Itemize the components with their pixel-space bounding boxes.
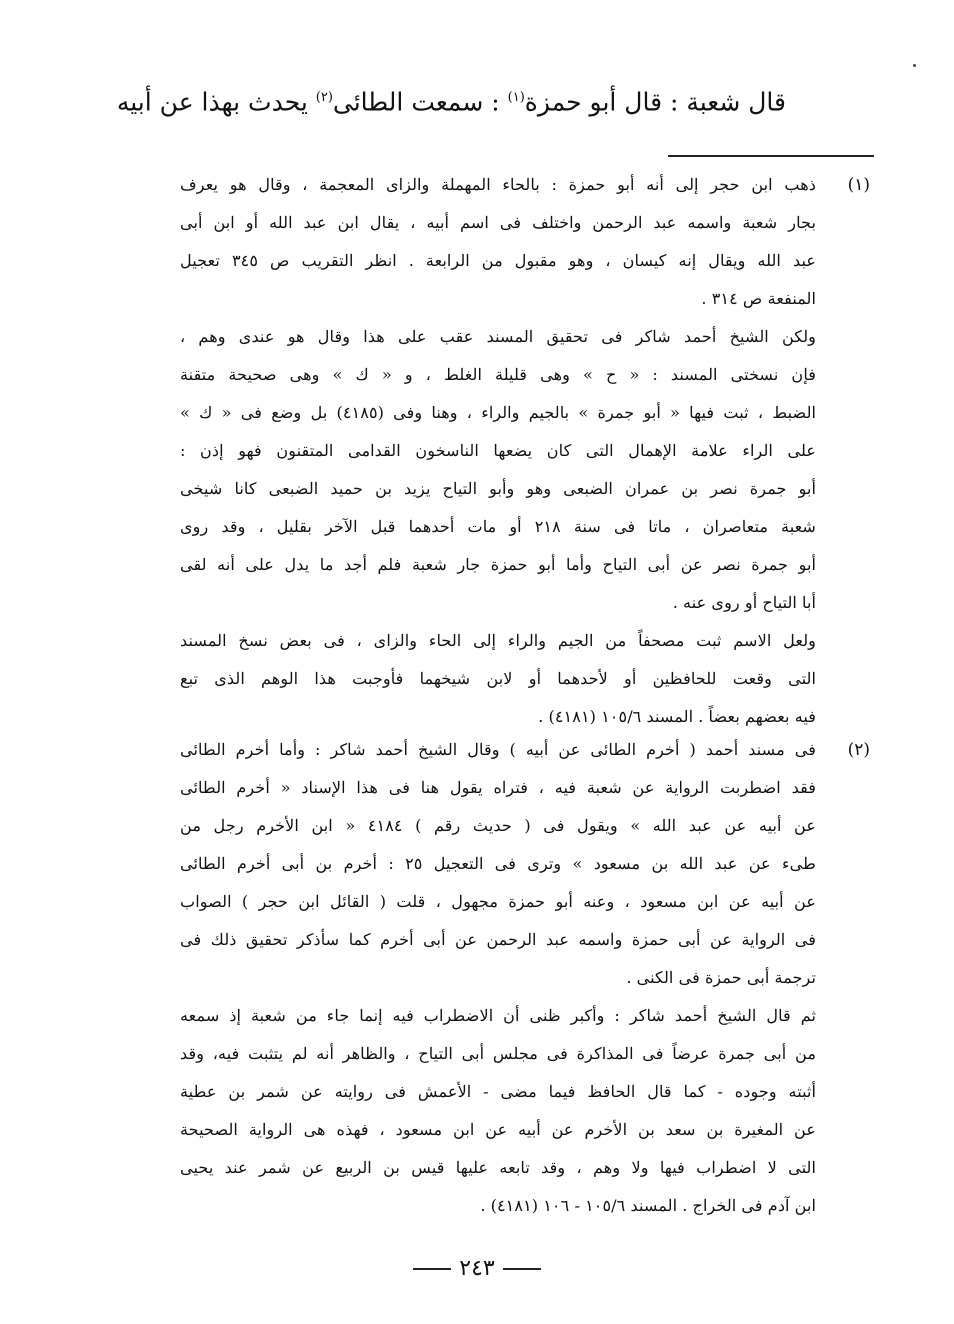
footer-dash-right <box>503 1268 541 1270</box>
footnote-line: المنفعة ص ٣١٤ . <box>701 289 816 308</box>
footnote-1-number: (١) <box>847 175 870 195</box>
footnote-line: أبا التياح أو روى عنه . <box>672 593 816 612</box>
page-footer <box>0 1254 954 1284</box>
footnote-line: بجار شعبة واسمه عبد الرحمن واختلف فى اسم أبيه ، يقال ابن عبد الله أو ابن أبى <box>180 213 816 232</box>
footnote-line: عبد الله ويقال إنه كيسان ، وهو مقبول من الرابعة . انظر التقريب ص ٣٤٥ تعجيل <box>180 251 816 270</box>
footnote-line: ذهب ابن حجر إلى أنه أبو حمزة : بالحاء المهملة والزاى المعجمة ، وقال هو يعرف <box>180 175 816 194</box>
footnote-line: من أبى جمرة عرضاً فى المذاكرة فى مجلس أبى التياح ، والظاهر أنه لم يتثبت فيه، وقد <box>180 1044 816 1063</box>
footer-dash-left <box>413 1268 451 1270</box>
footnote-line: طىء عن عبد الله بن مسعود » وترى فى التعجيل ٢٥ : أخرم بن أبى أخرم الطائى <box>180 854 816 873</box>
footnote-line: الضبط ، ثبت فيها « أبو جمرة » بالجيم والراء ، وهنا وفى (٤١٨٥) بل وضع فى « ك » <box>180 403 816 422</box>
footnote-line: التى لا اضطراب فيها ولا وهم ، وقد تابعه عليها قيس بن الربيع عن شمر عند يحيى <box>180 1158 816 1177</box>
footnote-ref-1[interactable]: (١) <box>507 90 525 105</box>
heading-text-3: يحدث بهذا عن أبيه <box>116 87 316 117</box>
hadith-heading <box>116 78 786 122</box>
footnote-line: أثبته وجوده - كما قال الحافظ فيما مضى - الأعمش فى روايته عن شمر بن عطية <box>180 1082 816 1101</box>
footnote-line: فى مسند أحمد ( أخرم الطائى عن أبيه ) وقال الشيخ أحمد شاكر : وأما أخرم الطائى <box>180 740 816 759</box>
footnote-line: عن أبيه عن عبد الله » ويقول فى ( حديث رقم ) ٤١٨٤ « ابن الأخرم رجل من <box>180 816 816 835</box>
footnote-line: ابن آدم فى الخراج . المسند ١٠٥/٦ - ١٠٦ (٤١٨١) . <box>480 1196 816 1215</box>
footnote-line: فقد اضطربت الرواية عن شعبة فيه ، فتراه يقول هنا فى هذا الإسناد « أخرم الطائى <box>180 778 816 797</box>
footnote-line: فإن نسختى المسند : « ح » وهى قليلة الغلط ، و « ك » وهى صحيحة متقنة <box>180 365 816 384</box>
footnote-line: أبو جمرة نصر عن أبى التياح وأما أبو حمزة جار شعبة فلم أجد ما يدل على أنه لقى <box>180 555 816 574</box>
heading-text-2: : سمعت الطائى <box>332 87 508 117</box>
page-number: ٢٤٣ <box>459 1256 495 1281</box>
footnote-line: عن المغيرة بن سعد بن الأخرم عن أبيه عن ابن مسعود ، فهذه هى الرواية الصحيحة <box>180 1120 816 1139</box>
footnote-line: التى وقعت للحافظين أو لأحدهما أو لابن شيخهما فأوجبت هذا الوهم الذى تبع <box>180 669 816 688</box>
footnote-line: ولكن الشيخ أحمد شاكر فى تحقيق المسند عقب على هذا وقال هو عندى وهم ، <box>180 327 816 346</box>
footnote-line: أبو جمرة نصر بن عمران الضبعى وهو وأبو التياح يزيد بن حميد الضبعى كانا شيخى <box>180 479 816 498</box>
footnote-separator <box>668 155 874 157</box>
scan-speck <box>913 64 916 67</box>
footnote-2-number: (٢) <box>847 740 870 760</box>
footnote-line: فيه بعضهم بعضاً . المسند ١٠٥/٦ (٤١٨١) . <box>538 707 816 726</box>
footnote-line: على الراء علامة الإهمال التى كان يضعها الناسخون القدامى المتقنون فهو إذن : <box>180 441 816 460</box>
footnote-ref-2[interactable]: (٢) <box>315 90 333 105</box>
footnote-line: ثم قال الشيخ أحمد شاكر : وأكبر ظنى أن الاضطراب فيه إنما جاء من شعبة إذ سمعه <box>180 1006 816 1025</box>
footnote-line: ولعل الاسم ثبت مصحفاً من الجيم والراء إلى الحاء والزاى ، فى بعض نسخ المسند <box>180 631 816 650</box>
footnote-line: عن أبيه عن ابن مسعود ، وعنه أبو حمزة مجهول ، قلت ( القائل ابن حجر ) الصواب <box>180 892 816 911</box>
heading-text-1: قال شعبة : قال أبو حمزة <box>524 87 786 117</box>
footnote-line: شعبة متعاصران ، ماتا فى سنة ٢١٨ أو مات أحدهما قبل الآخر بقليل ، وقد روى <box>180 517 816 536</box>
footnote-line: ترجمة أبى حمزة فى الكنى . <box>626 968 816 987</box>
footnote-line: فى الرواية عن أبى حمزة واسمه عبد الرحمن عن أبى أخرم كما سأذكر تحقيق ذلك فى <box>180 930 816 949</box>
